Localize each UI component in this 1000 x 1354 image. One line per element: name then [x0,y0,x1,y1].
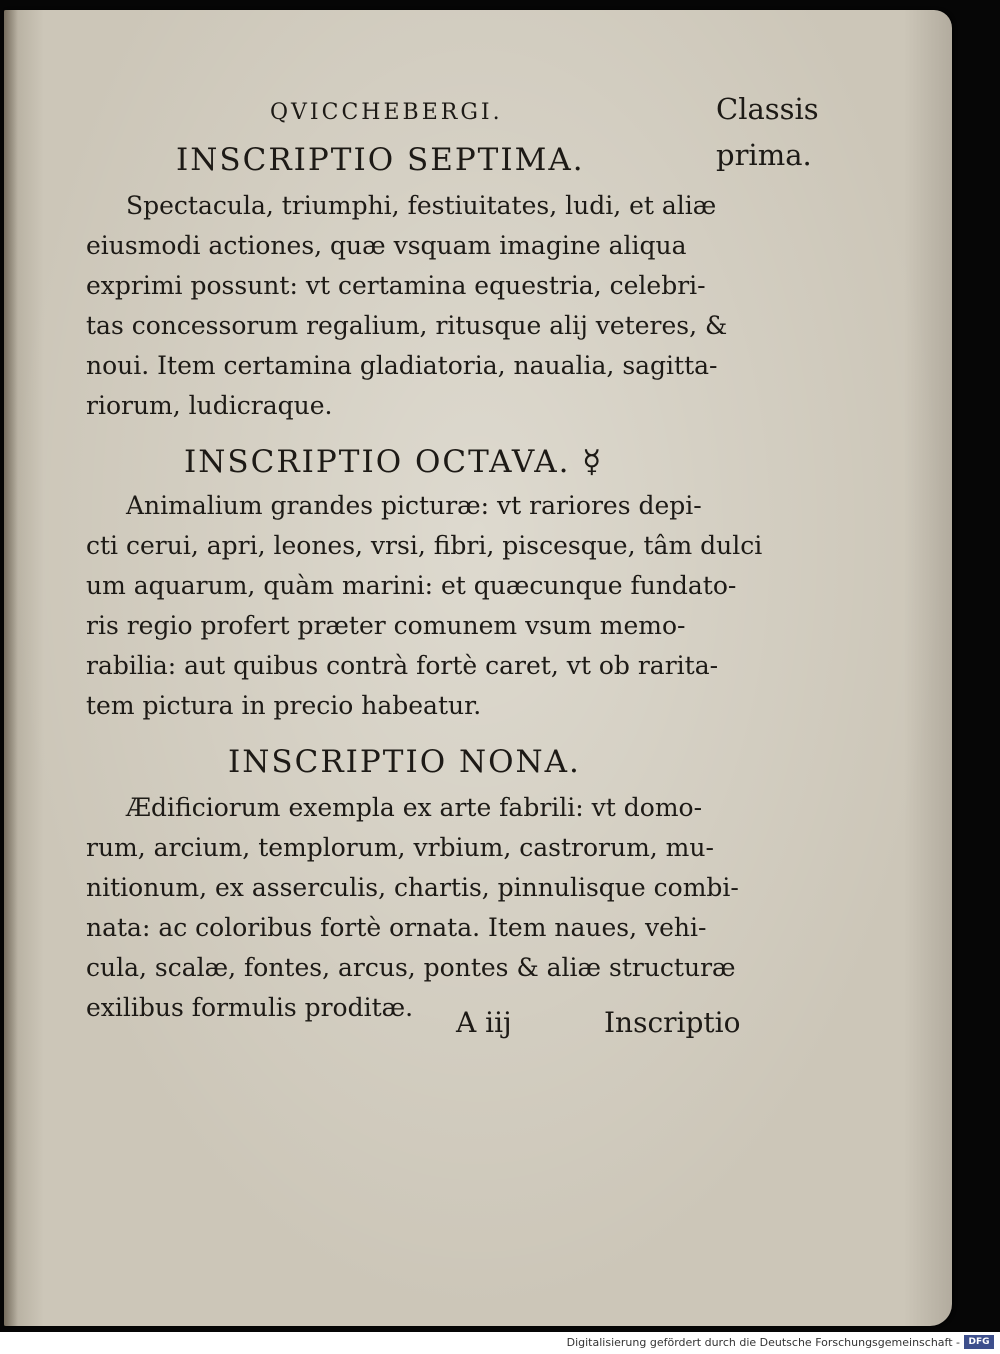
text-line: rum, arcium, templorum, vrbium, castrorum, mu- [86,833,714,862]
text-line: Ædificiorum exempla ex arte fabrili: vt domo- [126,793,703,822]
margin-note: Classis prima. [716,92,819,172]
text-line: Spectacula, triumphi, festiuitates, ludi, et aliæ [126,191,717,220]
funding-notice: Digitalisierung gefördert durch die Deutsche Forschungsgemeinschaft - [566,1336,960,1349]
dfg-logo: DFG [964,1335,994,1349]
text-line: tas concessorum regalium, ritusque alij veteres, & [86,311,728,340]
text-line: exprimi possunt: vt certamina equestria, celebri- [86,271,706,300]
text-line: cti cerui, apri, leones, vrsi, fibri, piscesque, tâm dulci [86,531,763,560]
text-line: riorum, ludicraque. [86,391,333,420]
text-line: rabilia: aut quibus contrà fortè caret, vt ob rarita- [86,651,719,680]
text-line: cula, scalæ, fontes, arcus, pontes & aliæ structuræ [86,953,736,982]
text-line: Animalium grandes picturæ: vt rariores depi- [126,491,702,520]
text-line: nitionum, ex asserculis, chartis, pinnulisque combi- [86,873,739,902]
page-gutter-shadow [4,10,18,1326]
text-line: noui. Item certamina gladiatoria, naualia, sagitta- [86,351,718,380]
section-heading-octava: INSCRIPTIO OCTAVA. ☿ [184,444,604,480]
text-line: eiusmodi actiones, quæ vsquam imagine aliqua [86,231,687,260]
text-line: ris regio profert præter comunem vsum memo- [86,611,686,640]
running-head: QVICCHEBERGI. [270,100,503,125]
text-line: nata: ac coloribus fortè ornata. Item naues, vehi- [86,913,707,942]
text-line: tem pictura in precio habeatur. [86,691,482,720]
section-heading-nona: INSCRIPTIO NONA. [228,744,581,780]
text-line: exilibus formulis proditæ. [86,993,414,1022]
catchword: Inscriptio [604,1006,741,1039]
section-text-septima [86,186,728,426]
section-heading-septima: INSCRIPTIO SEPTIMA. [176,142,585,178]
signature-mark: A iij [456,1006,512,1039]
section-text-octava [86,486,763,726]
text-line: um aquarum, quàm marini: et quæcunque fundato- [86,571,737,600]
